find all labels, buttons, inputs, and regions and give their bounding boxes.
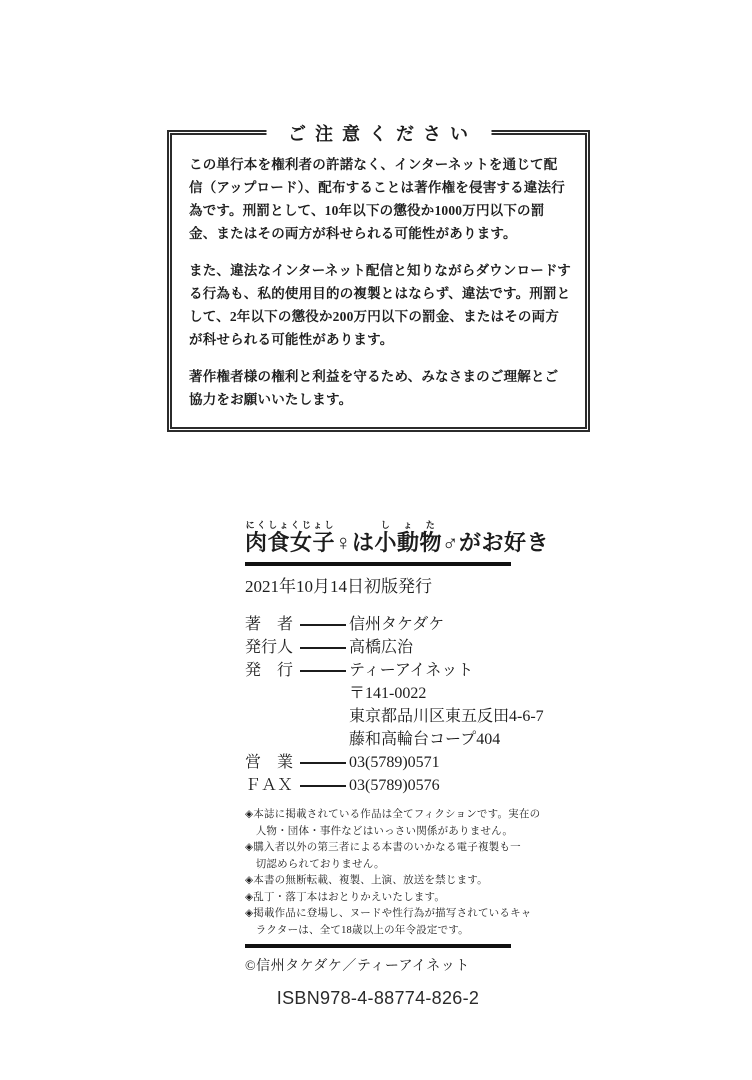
isbn: ISBN978-4-88774-826-2	[276, 988, 480, 1009]
title-segment-ruby	[245, 520, 336, 555]
publication-row-publisher	[245, 659, 511, 682]
publication-value: 〒141-0022	[349, 685, 427, 703]
notice-line: ラクターは、全て18歳以上の年令設定です。	[245, 924, 469, 936]
publication-row-address-2	[245, 728, 511, 751]
warning-paragraph-download: また、違法なインターネット配信と知りながらダウンロードする行為も、私的使用目的の複製とはならず、違法です。刑罰として、2年以下の懲役か200万円以下の罰金、またはその両方が科せられる可能性があります。	[189, 263, 571, 347]
title-text: ♂がお好き	[442, 530, 550, 555]
notice-line: ◈本書の無断転載、複製、上演、放送を禁じます。	[245, 875, 488, 887]
publication-value: 藤和高輪台コープ404	[349, 731, 501, 749]
publication-label: 著 者	[245, 616, 294, 634]
title-furigana: しょた	[374, 520, 443, 530]
colophon-block	[245, 520, 550, 1009]
warning-paragraph-cooperation: 著作権者様の権利と利益を守るため、みなさまのご理解とご協力をお願いいたします。	[189, 369, 559, 407]
title-text: 小動物	[374, 530, 443, 555]
publication-value: 03(5789)0571	[349, 754, 440, 772]
title-text: 肉食女子	[245, 530, 336, 555]
publication-row-address-1	[245, 705, 544, 728]
publication-value: 高橋広治	[349, 639, 414, 657]
warning-box-title: ご注意ください	[266, 121, 491, 147]
legal-notices	[245, 807, 541, 939]
publication-info	[245, 613, 544, 797]
notice-line: ◈購入者以外の第三者による本書のいかなる電子複製も一	[245, 842, 521, 854]
title-text: ♀は	[335, 530, 375, 555]
title-furigana: にくしょくじょし	[245, 520, 336, 530]
publication-row-postal-code	[245, 682, 511, 705]
publication-row-author	[245, 613, 511, 636]
publication-label: 発行人	[245, 639, 294, 657]
label-connector	[300, 670, 346, 672]
notice-line: ◈掲載作品に登場し、ヌードや性行為が描写されているキャ	[245, 908, 532, 920]
divider-rule-top	[245, 562, 511, 566]
title-segment-ruby	[374, 520, 443, 555]
publication-label: 営 業	[245, 754, 294, 772]
edition-date: 2021年10月14日初版発行	[245, 577, 432, 597]
warning-paragraph-upload: この単行本を権利者の許諾なく、インターネットを通じて配信（アップロード）、配布することは著作権を侵害する違法行為です。刑罰として、10年以下の懲役か1000万円以下の罰金、またはその両方が科せられる可能性があります。	[189, 157, 565, 241]
label-connector	[300, 762, 346, 764]
notice-line: 切認められておりません。	[245, 858, 385, 870]
publication-label: ＦＡＸ	[245, 777, 294, 795]
publication-label: 発 行	[245, 662, 294, 680]
label-connector	[300, 785, 346, 787]
book-title	[245, 520, 550, 555]
copyright-warning-box	[167, 124, 590, 432]
publication-value: 信州タケダケ	[349, 616, 445, 634]
publication-row-sales-phone	[245, 751, 511, 774]
label-connector	[300, 647, 346, 649]
publication-value: ティーアイネット	[349, 662, 474, 680]
publication-value: 東京都品川区東五反田4-6-7	[349, 708, 544, 726]
publication-value: 03(5789)0576	[349, 777, 440, 795]
notice-line: ◈乱丁・落丁本はおとりかえいたします。	[245, 891, 446, 903]
notice-line: 人物・団体・事件などはいっさい関係がありません。	[245, 825, 514, 837]
copyright-line: ©信州タケダケ／ティーアイネット	[245, 959, 470, 975]
publication-row-publisher-person	[245, 636, 511, 659]
divider-rule-bottom	[245, 944, 511, 948]
notice-line: ◈本誌に掲載されている作品は全てフィクションです。実在の	[245, 809, 541, 821]
label-connector	[300, 624, 346, 626]
publication-row-fax	[245, 774, 511, 797]
